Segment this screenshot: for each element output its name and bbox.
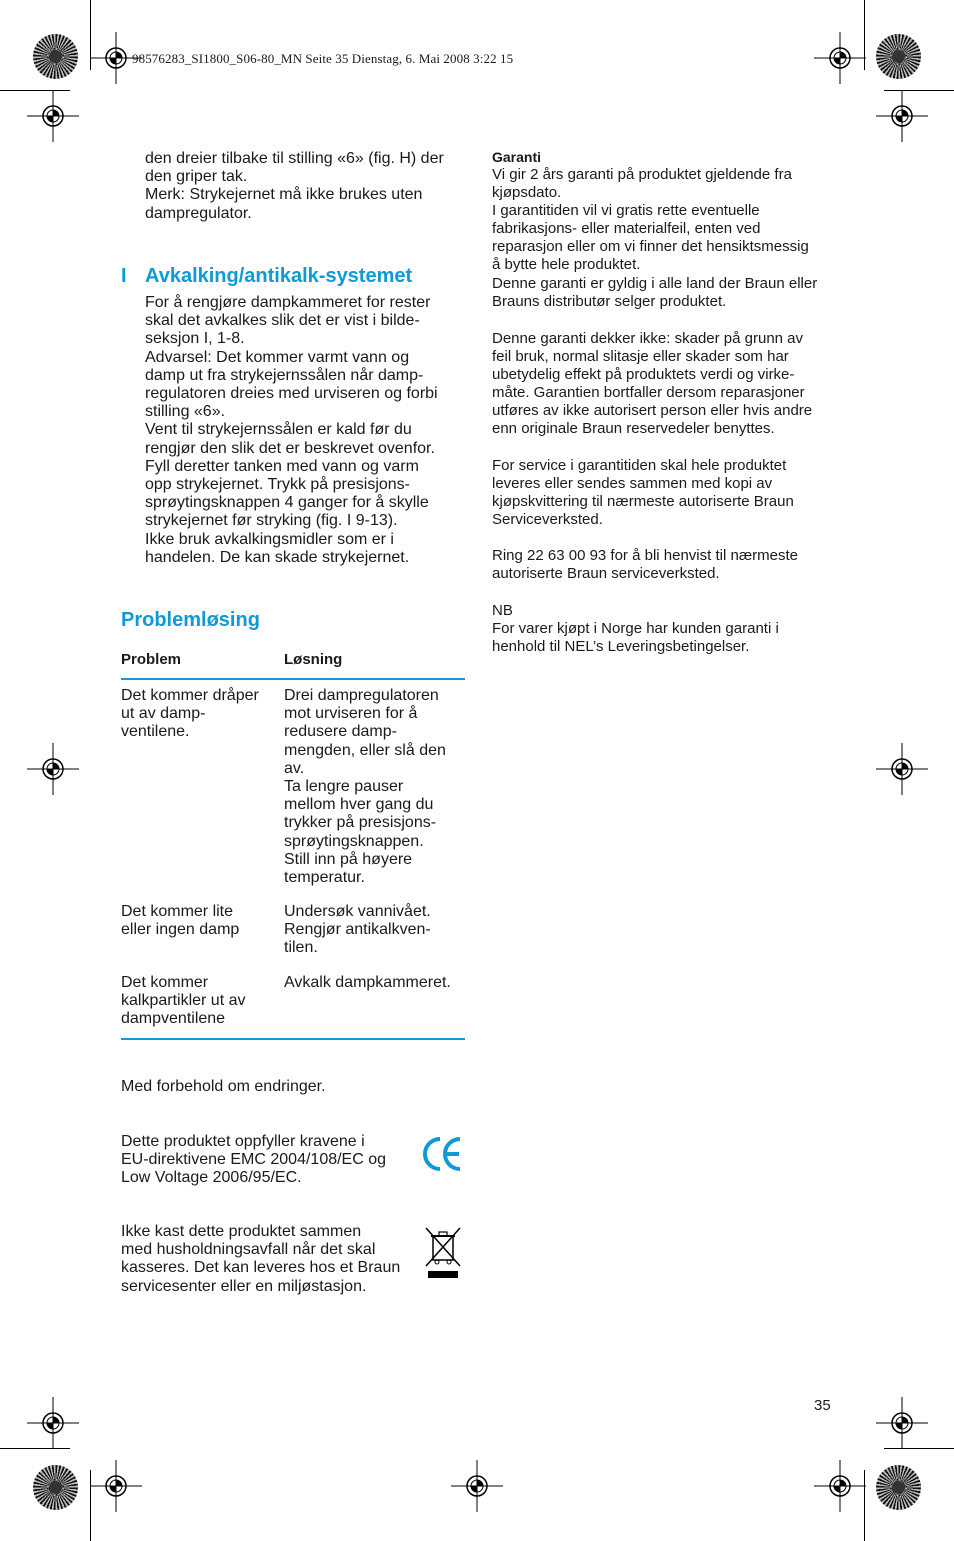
reservation-note: Med forbehold om endringer.	[121, 1078, 326, 1095]
ce-compliance-text: Dette produktet oppfyller kravene i EU-direktivene EMC 2004/108/EC og Low Voltage 2006/95/EC.	[121, 1133, 387, 1187]
table-divider	[121, 678, 465, 680]
intro-text: den dreier tilbake til stilling «6» (fig. H) der den griper tak. Merk: Strykejernet må ikke brukes uten dampregulator.	[145, 150, 444, 222]
table-cell-solution: Undersøk vannivået. Rengjør antikalkven- tilen.	[284, 903, 431, 957]
guarantee-paragraph: Denne garanti dekker ikke: skader på grunn av feil bruk, normal slitasje eller skader som har ubetydelig effekt på produktets verdi og virke- måte. Garantien bortfaller dersom reparasjoner utføres av ikke autorisert person eller hvis andre enn originale Braun reservedeler benyttes.	[492, 330, 813, 438]
table-bottom-rule	[121, 1038, 465, 1040]
print-slug: 98576283_SI1800_S06-80_MN Seite 35 Dienstag, 6. Mai 2008 3:22 15	[132, 51, 514, 66]
registration-mark-icon	[876, 90, 928, 142]
table-header-problem: Problem	[121, 651, 182, 668]
registration-mark-icon	[451, 1460, 503, 1512]
ce-mark-icon	[422, 1135, 464, 1173]
registration-mark-icon	[27, 90, 79, 142]
registration-mark-icon	[27, 1397, 79, 1449]
registration-mark-icon	[876, 1397, 928, 1449]
color-wheel-icon	[33, 34, 78, 79]
section-title: Avkalking/antikalk-systemet	[145, 265, 413, 287]
guarantee-paragraph: NB For varer kjøpt i Norge har kunden garanti i henhold til NEL’s Leveringsbetingelser.	[492, 602, 779, 656]
table-cell-problem: Det kommer kalkpartikler ut av dampventilene	[121, 974, 246, 1028]
page-number: 35	[814, 1397, 831, 1414]
disposal-text: Ikke kast dette produktet sammen med husholdningsavfall når det skal kasseres. Det kan leveres hos et Braun servicesenter eller en miljøstasjon.	[121, 1223, 401, 1295]
registration-mark-icon	[27, 743, 79, 795]
table-cell-problem: Det kommer dråper ut av damp- ventilene.	[121, 687, 259, 741]
color-wheel-icon	[876, 1465, 921, 1510]
section-letter: I	[121, 265, 127, 287]
table-cell-problem: Det kommer lite eller ingen damp	[121, 903, 240, 939]
registration-mark-icon	[876, 743, 928, 795]
guarantee-paragraph: Ring 22 63 00 93 for å bli henvist til nærmeste autoriserte Braun serviceverksted.	[492, 547, 798, 583]
guarantee-paragraph: For service i garantitiden skal hele produktet leveres eller sendes sammen med kopi av kjøpskvittering til nærmeste autoriserte Braun Serviceverksted.	[492, 457, 794, 529]
crossed-bin-icon	[424, 1226, 462, 1282]
section-body: For å rengjøre dampkammeret for rester skal det avkalkes slik det er vist i bilde- seksjon I, 1-8. Advarsel: Det kommer varmt vann og damp ut fra strykejernssålen når damp- regulatoren dreies med urviseren og forbi stilling «6». Vent til strykejernssålen er kald før du rengjør den slik det er beskrevet ovenfor. Fyll deretter tanken med vann og varm opp strykejernet. Trykk på presisjons- sprøytingsknappen 4 ganger for å skylle strykejernet før stryking (fig. I 9-13). Ikke bruk avkalkingsmidler som er i handelen. De kan skade strykejernet.	[145, 294, 438, 566]
color-wheel-icon	[876, 34, 921, 79]
table-cell-solution: Avkalk dampkammeret.	[284, 974, 451, 991]
registration-mark-icon	[814, 1460, 866, 1512]
guarantee-title: Garanti	[492, 149, 542, 165]
trouble-title: Problemløsing	[121, 609, 260, 631]
guarantee-paragraph: Vi gir 2 års garanti på produktet gjeldende fra kjøpsdato. I garantitiden vil vi gratis rette eventuelle fabrikasjons- eller materialfeil, enten ved reparasjon eller om vi finner det hensiktsmessig å bytte hele produktet. Denne garanti er gyldig i alle land der Braun eller Brauns distributør selger produktet.	[492, 166, 818, 310]
table-cell-solution: Drei dampregulatoren mot urviseren for å redusere damp- mengden, eller slå den av. Ta lengre pauser mellom hver gang du trykker på presisjons- sprøytingsknappen. Still inn på høyere temperatur.	[284, 687, 446, 887]
table-header-solution: Løsning	[284, 651, 343, 668]
registration-mark-icon	[90, 1460, 142, 1512]
color-wheel-icon	[33, 1465, 78, 1510]
registration-mark-icon	[814, 32, 866, 84]
